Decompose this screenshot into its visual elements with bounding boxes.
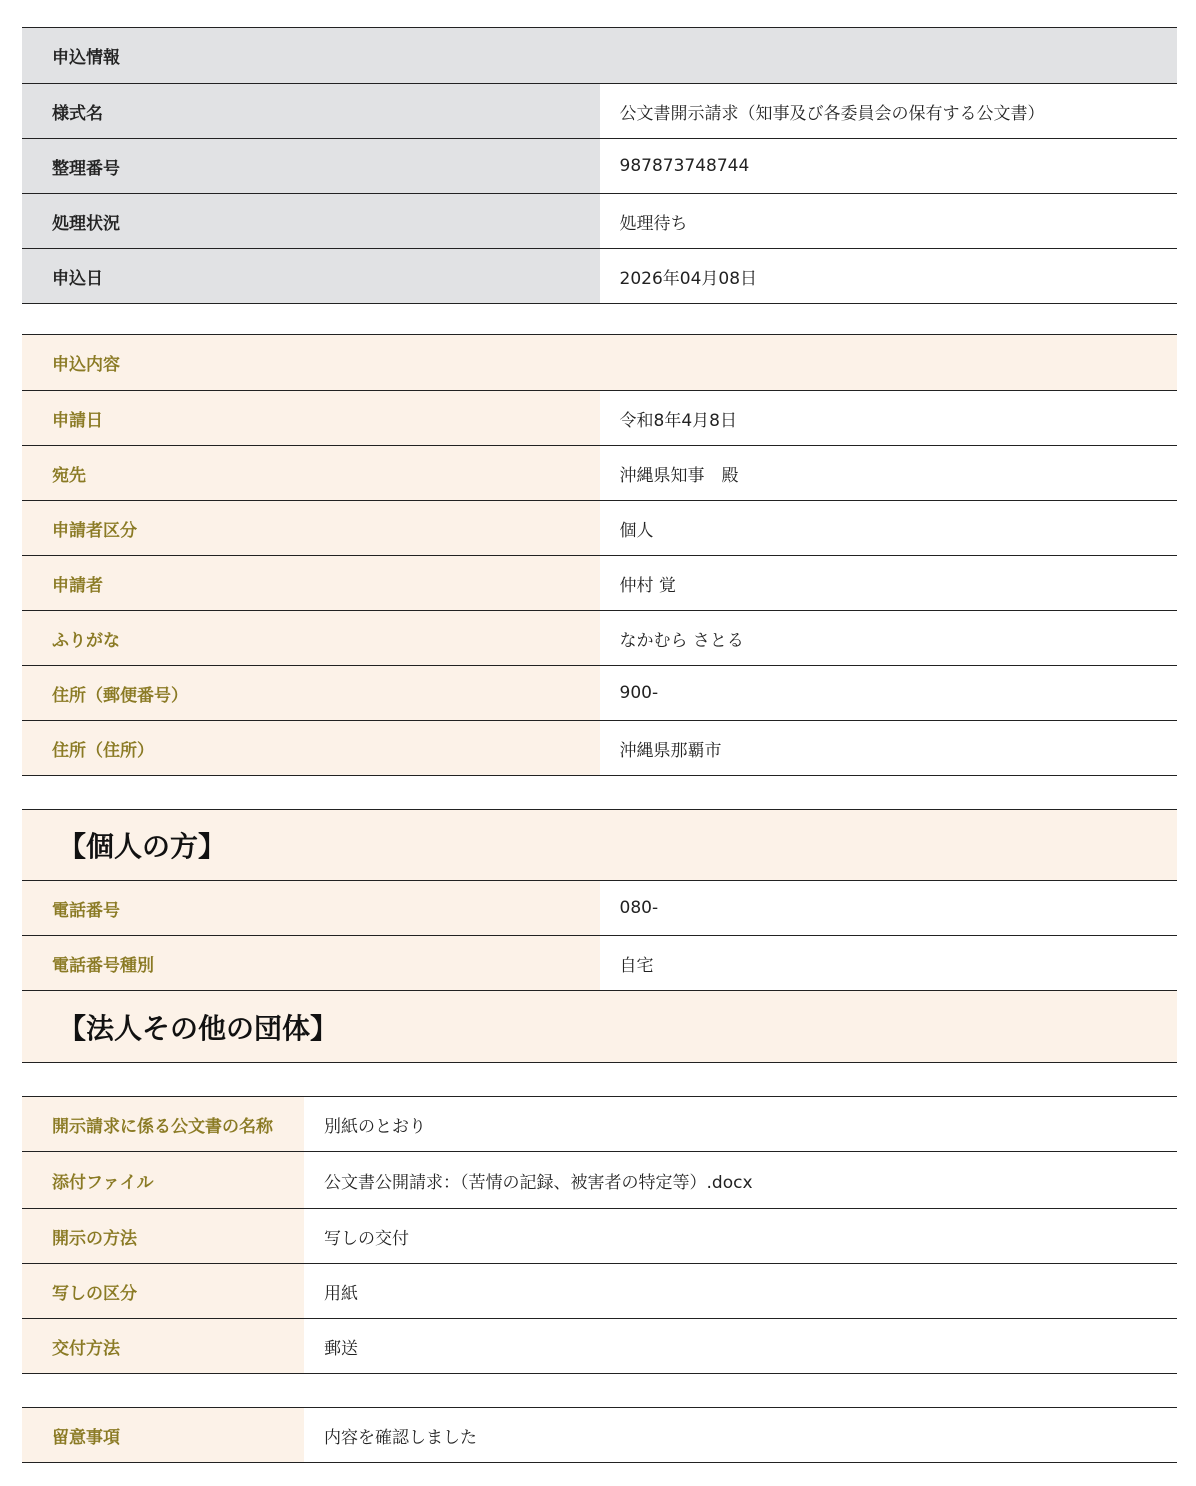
table-row: [22, 1264, 1177, 1319]
table-row: [22, 936, 1177, 991]
table-row: [22, 139, 1177, 194]
table-row: [22, 1209, 1177, 1264]
disclosure-method-label: 開示の方法: [22, 1209, 304, 1264]
document-name-value: 別紙のとおり: [324, 1116, 426, 1137]
application-info-table: [22, 27, 1177, 304]
status-value: 処理待ち: [619, 213, 688, 234]
copy-type-label: 写しの区分: [22, 1264, 304, 1319]
applicant-type-value: 個人: [619, 520, 654, 541]
table-row: [22, 666, 1177, 721]
application-date-label: 申込日: [22, 249, 600, 304]
individual-table: [22, 809, 1177, 1063]
applicant-value: 仲村 覚: [619, 575, 676, 596]
reference-number-label: 整理番号: [22, 139, 600, 194]
phone-type-value: 自宅: [619, 955, 654, 976]
table-row: [22, 501, 1177, 556]
phone-value: 080-: [619, 898, 659, 918]
table-row: [22, 611, 1177, 666]
reference-number-value: 987873748744: [619, 156, 750, 176]
delivery-method-label: 交付方法: [22, 1319, 304, 1374]
individual-header: 【個人の方】: [22, 810, 1177, 881]
address-value: 沖縄県那覇市: [619, 740, 722, 761]
addressee-value: 沖縄県知事 殿: [619, 465, 739, 486]
table-row: [22, 721, 1177, 776]
notes-table: [22, 1407, 1177, 1463]
address-label: 住所（住所）: [22, 721, 600, 776]
furigana-value: なかむら さとる: [619, 630, 744, 651]
application-detail: [22, 27, 1177, 1463]
table-row: [22, 1319, 1177, 1374]
application-content-header: 申込内容: [22, 335, 1177, 391]
table-row: [22, 446, 1177, 501]
corporate-header: 【法人その他の団体】: [22, 991, 1177, 1063]
disclosure-method-value: 写しの交付: [324, 1228, 409, 1249]
form-name-value: 公文書開示請求（知事及び各委員会の保有する公文書）: [619, 103, 1045, 124]
table-row: [22, 194, 1177, 249]
table-row: [22, 391, 1177, 446]
request-date-value: 令和8年4月8日: [619, 410, 737, 431]
request-table: [22, 1096, 1177, 1374]
notes-value: 内容を確認しました: [324, 1427, 477, 1448]
table-row: [22, 249, 1177, 304]
attachment-value: 公文書公開請求：（苦情の記録、被害者の特定等）.docx: [324, 1172, 753, 1193]
table-row: [22, 1408, 1177, 1463]
table-row: [22, 84, 1177, 139]
table-row: [22, 881, 1177, 936]
addressee-label: 宛先: [22, 446, 600, 501]
applicant-type-label: 申請者区分: [22, 501, 600, 556]
attachment-label: 添付ファイル: [22, 1152, 304, 1209]
postal-code-value: 900-: [619, 683, 659, 703]
phone-type-label: 電話番号種別: [22, 936, 600, 991]
application-date-value: 2026年04月08日: [619, 268, 758, 289]
table-row: [22, 556, 1177, 611]
table-row: [22, 1097, 1177, 1152]
document-name-label: 開示請求に係る公文書の名称: [22, 1097, 304, 1152]
table-row: [22, 1152, 1177, 1209]
copy-type-value: 用紙: [324, 1283, 358, 1304]
postal-code-label: 住所（郵便番号）: [22, 666, 600, 721]
form-name-label: 様式名: [22, 84, 600, 139]
applicant-label: 申請者: [22, 556, 600, 611]
furigana-label: ふりがな: [22, 611, 600, 666]
status-label: 処理状況: [22, 194, 600, 249]
phone-label: 電話番号: [22, 881, 600, 936]
delivery-method-value: 郵送: [324, 1338, 358, 1359]
application-content-table: [22, 334, 1177, 776]
request-date-label: 申請日: [22, 391, 600, 446]
notes-label: 留意事項: [22, 1408, 304, 1463]
application-info-header: 申込情報: [22, 28, 1177, 84]
